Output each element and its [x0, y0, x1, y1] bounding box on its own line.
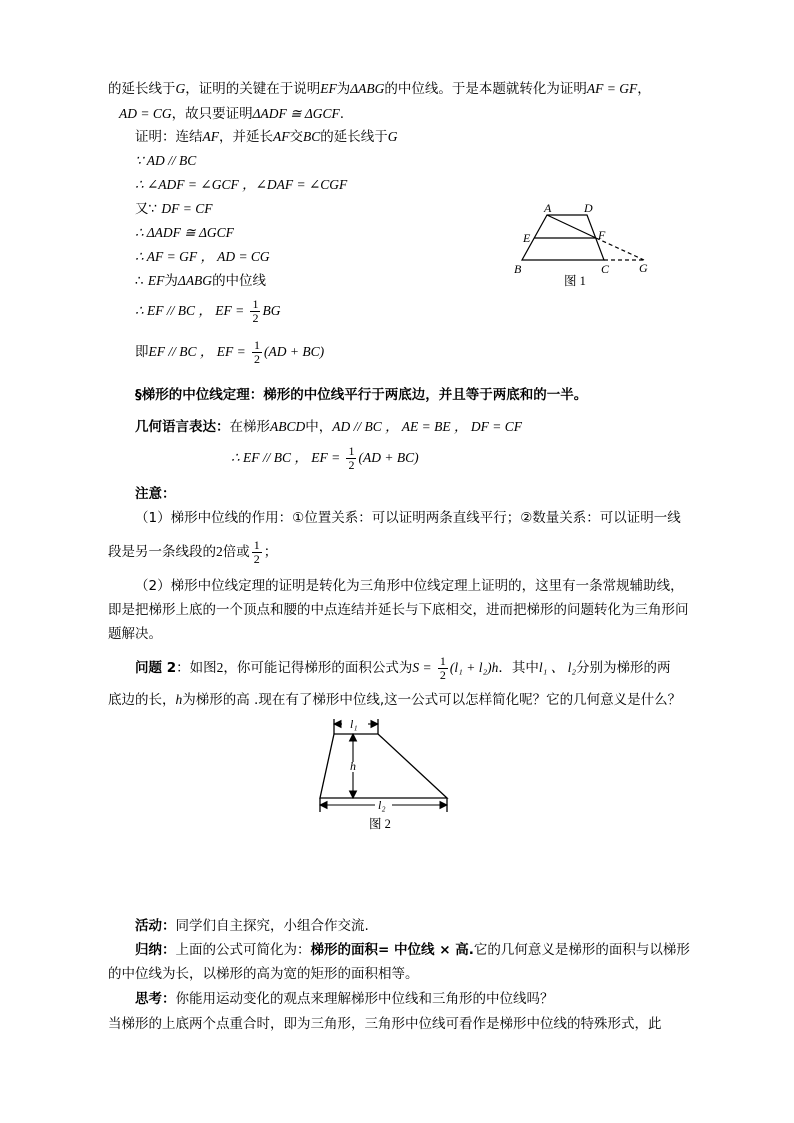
- text: 中，: [305, 419, 333, 435]
- proof-step-6: [135, 271, 266, 291]
- math: EF // BC ， EF =: [148, 344, 246, 359]
- note-2-line-2: 即是把梯形上底的一个顶点和腰的中点连结并延长与下底相交，进而把梯形的问题转化为三角形问: [108, 602, 689, 618]
- math: ΔABG: [350, 81, 385, 96]
- note-2-line-1: （2）梯形中位线定理的证明是转化为三角形中位线定理上证明的，这里有一条常规辅助线，: [135, 578, 684, 594]
- math: AD // BC ， AE = BE ， DF = CF: [332, 419, 522, 434]
- numerator: 1: [348, 443, 355, 458]
- label-d: D: [584, 201, 593, 215]
- text: 为: [336, 81, 351, 97]
- numerator: 1: [254, 337, 261, 352]
- math: EF: [147, 273, 165, 288]
- math: S =: [412, 660, 432, 675]
- fraction: [346, 445, 356, 472]
- text: 的中位线: [212, 273, 267, 289]
- math: G: [175, 81, 186, 96]
- text: ．其中: [498, 660, 539, 676]
- trapezoid: [320, 734, 447, 798]
- note-1-line-2: [108, 537, 277, 567]
- problem-2-line-2: [108, 690, 681, 710]
- text: ：如图: [176, 660, 217, 676]
- proof-step-5: ∴ AF = GF ， AD = CG: [135, 249, 270, 264]
- text: ，故只要证明: [171, 106, 253, 122]
- theorem-title: §梯形的中位线定理：: [135, 387, 264, 403]
- denominator: 2: [348, 457, 355, 472]
- summary-line-2: 的中位线为长，以梯形的高为宽的矩形的面积相等。: [108, 966, 419, 982]
- proof-intro: [135, 127, 398, 147]
- fraction: [438, 655, 448, 682]
- math: ΔABG: [177, 273, 213, 288]
- fraction: [252, 539, 262, 566]
- label-c: C: [601, 262, 610, 276]
- proof-step-4: ∴ ΔADF ≅ ΔGCF: [135, 225, 234, 240]
- text: 在梯形: [229, 419, 270, 435]
- math: ∴ EF // BC ， EF =: [135, 303, 245, 318]
- text: 段是另一条线段的: [108, 544, 216, 560]
- denominator: 2: [252, 310, 259, 325]
- theorem-body: 梯形的中位线平行于两底边，并且等于两底和的一半。: [263, 387, 588, 403]
- text: 即: [135, 344, 149, 360]
- label-l1: l₁: [350, 717, 358, 731]
- label-g: G: [639, 261, 648, 275]
- math: AF: [202, 129, 219, 144]
- math: 2: [216, 660, 224, 675]
- theorem-conclusion: [231, 443, 419, 473]
- math: AD = CG: [119, 106, 172, 121]
- theorem-statement: [135, 385, 587, 405]
- text: 的中位线。于是本题就转化为证明: [384, 81, 587, 97]
- math: BG: [262, 303, 281, 318]
- denominator: 2: [439, 667, 446, 682]
- math: (AD + BC): [264, 344, 325, 359]
- text: .: [339, 106, 345, 122]
- proof-step-3: [135, 199, 213, 219]
- text: ∴: [135, 273, 144, 289]
- text: ；: [263, 544, 278, 560]
- text: 的延长线于: [320, 129, 388, 145]
- think-label: 思考：: [135, 991, 176, 1007]
- math: BC: [303, 129, 321, 144]
- math: (AD + BC): [358, 450, 419, 465]
- label-b: B: [514, 262, 522, 276]
- math: ABCD: [270, 419, 306, 434]
- denominator: 2: [253, 551, 260, 566]
- math: l₁ 、 l₂: [538, 660, 577, 675]
- math: AF: [273, 129, 290, 144]
- math: 2: [216, 544, 223, 559]
- problem-2-line-1: [135, 653, 671, 683]
- summary-line-1: [135, 940, 690, 960]
- problem-label: 问题 2: [135, 660, 177, 676]
- note-1-line-1: （1）梯形中位线的作用：①位置关系：可以证明两条直线平行；②数量关系：可以证明一线: [135, 510, 681, 526]
- figure-2-caption: 图 2: [369, 817, 391, 831]
- label-e: E: [523, 231, 531, 245]
- text: 的延长线于: [108, 81, 176, 97]
- denominator: 2: [254, 351, 261, 366]
- text: 为: [164, 273, 178, 289]
- intro-line-1: [108, 79, 651, 99]
- text: 为梯形的高 .现在有了梯形中位线,这一公式可以怎样简化呢？它的几何意义是什么？: [182, 692, 682, 708]
- text: 它的几何意义是梯形的面积与以梯形: [473, 942, 690, 958]
- fraction: [252, 339, 262, 366]
- label-a: A: [544, 201, 552, 215]
- text: ，你可能记得梯形的面积公式为: [223, 660, 413, 676]
- note-2-line-3: 题解决。: [108, 626, 162, 642]
- math: EF: [320, 81, 337, 96]
- notes-title: 注意：: [135, 486, 176, 502]
- numerator: 1: [439, 653, 446, 668]
- label-h: h: [350, 759, 356, 773]
- math: h: [175, 692, 183, 707]
- figure-1: [500, 198, 660, 288]
- text: ，证明的关键在于说明: [185, 81, 321, 97]
- numerator: 1: [252, 296, 259, 311]
- text: 同学们自主探究，小组合作交流.: [175, 918, 369, 934]
- text: 梯形的面积= 中位线 × 高.: [310, 942, 474, 958]
- math: AF = GF: [586, 81, 638, 96]
- label-l2: l₂: [378, 798, 386, 812]
- text: 证明：连结: [135, 129, 203, 145]
- numerator: 1: [253, 537, 260, 552]
- text: ，: [637, 81, 651, 97]
- text: 上面的公式可简化为：: [175, 942, 311, 958]
- proof-step-7: [135, 296, 280, 326]
- text: 交: [289, 129, 303, 145]
- label-f: F: [598, 228, 606, 242]
- proof-step-2: ∴ ∠ADF = ∠GCF ，∠DAF = ∠CGF: [135, 177, 348, 192]
- figure-1-caption: 图 1: [564, 274, 586, 288]
- math: ∴ EF // BC ， EF =: [231, 450, 341, 465]
- activity-label: 活动：: [135, 918, 176, 934]
- summary-label: 归纳：: [135, 942, 176, 958]
- fraction: [250, 298, 260, 325]
- activity: [135, 916, 369, 936]
- math: DF = CF: [161, 201, 213, 216]
- figure-2: [310, 712, 460, 832]
- text: ，并延长: [219, 129, 273, 145]
- text: 你能用运动变化的观点来理解梯形中位线和三角形的中位线吗？: [175, 991, 554, 1007]
- math: G: [387, 129, 398, 144]
- text: 分别为梯形的两: [576, 660, 671, 676]
- geometry-language: [135, 417, 522, 437]
- think: [135, 989, 554, 1009]
- intro-line-2: [119, 104, 344, 124]
- label: 几何语言表达：: [135, 419, 230, 435]
- proof-step-1: ∵ AD // BC: [135, 153, 197, 168]
- text: 倍或: [222, 544, 250, 560]
- text: 又∵: [135, 201, 158, 217]
- text: 底边的长，: [108, 692, 176, 708]
- math: ΔADF ≅ ΔGCF: [252, 106, 340, 121]
- think-line-2: 当梯形的上底两个点重合时，即为三角形，三角形中位线可看作是梯形中位线的特殊形式，此: [108, 1016, 662, 1032]
- proof-step-8: [135, 337, 324, 367]
- math: (l₁ + l₂)h: [449, 660, 499, 675]
